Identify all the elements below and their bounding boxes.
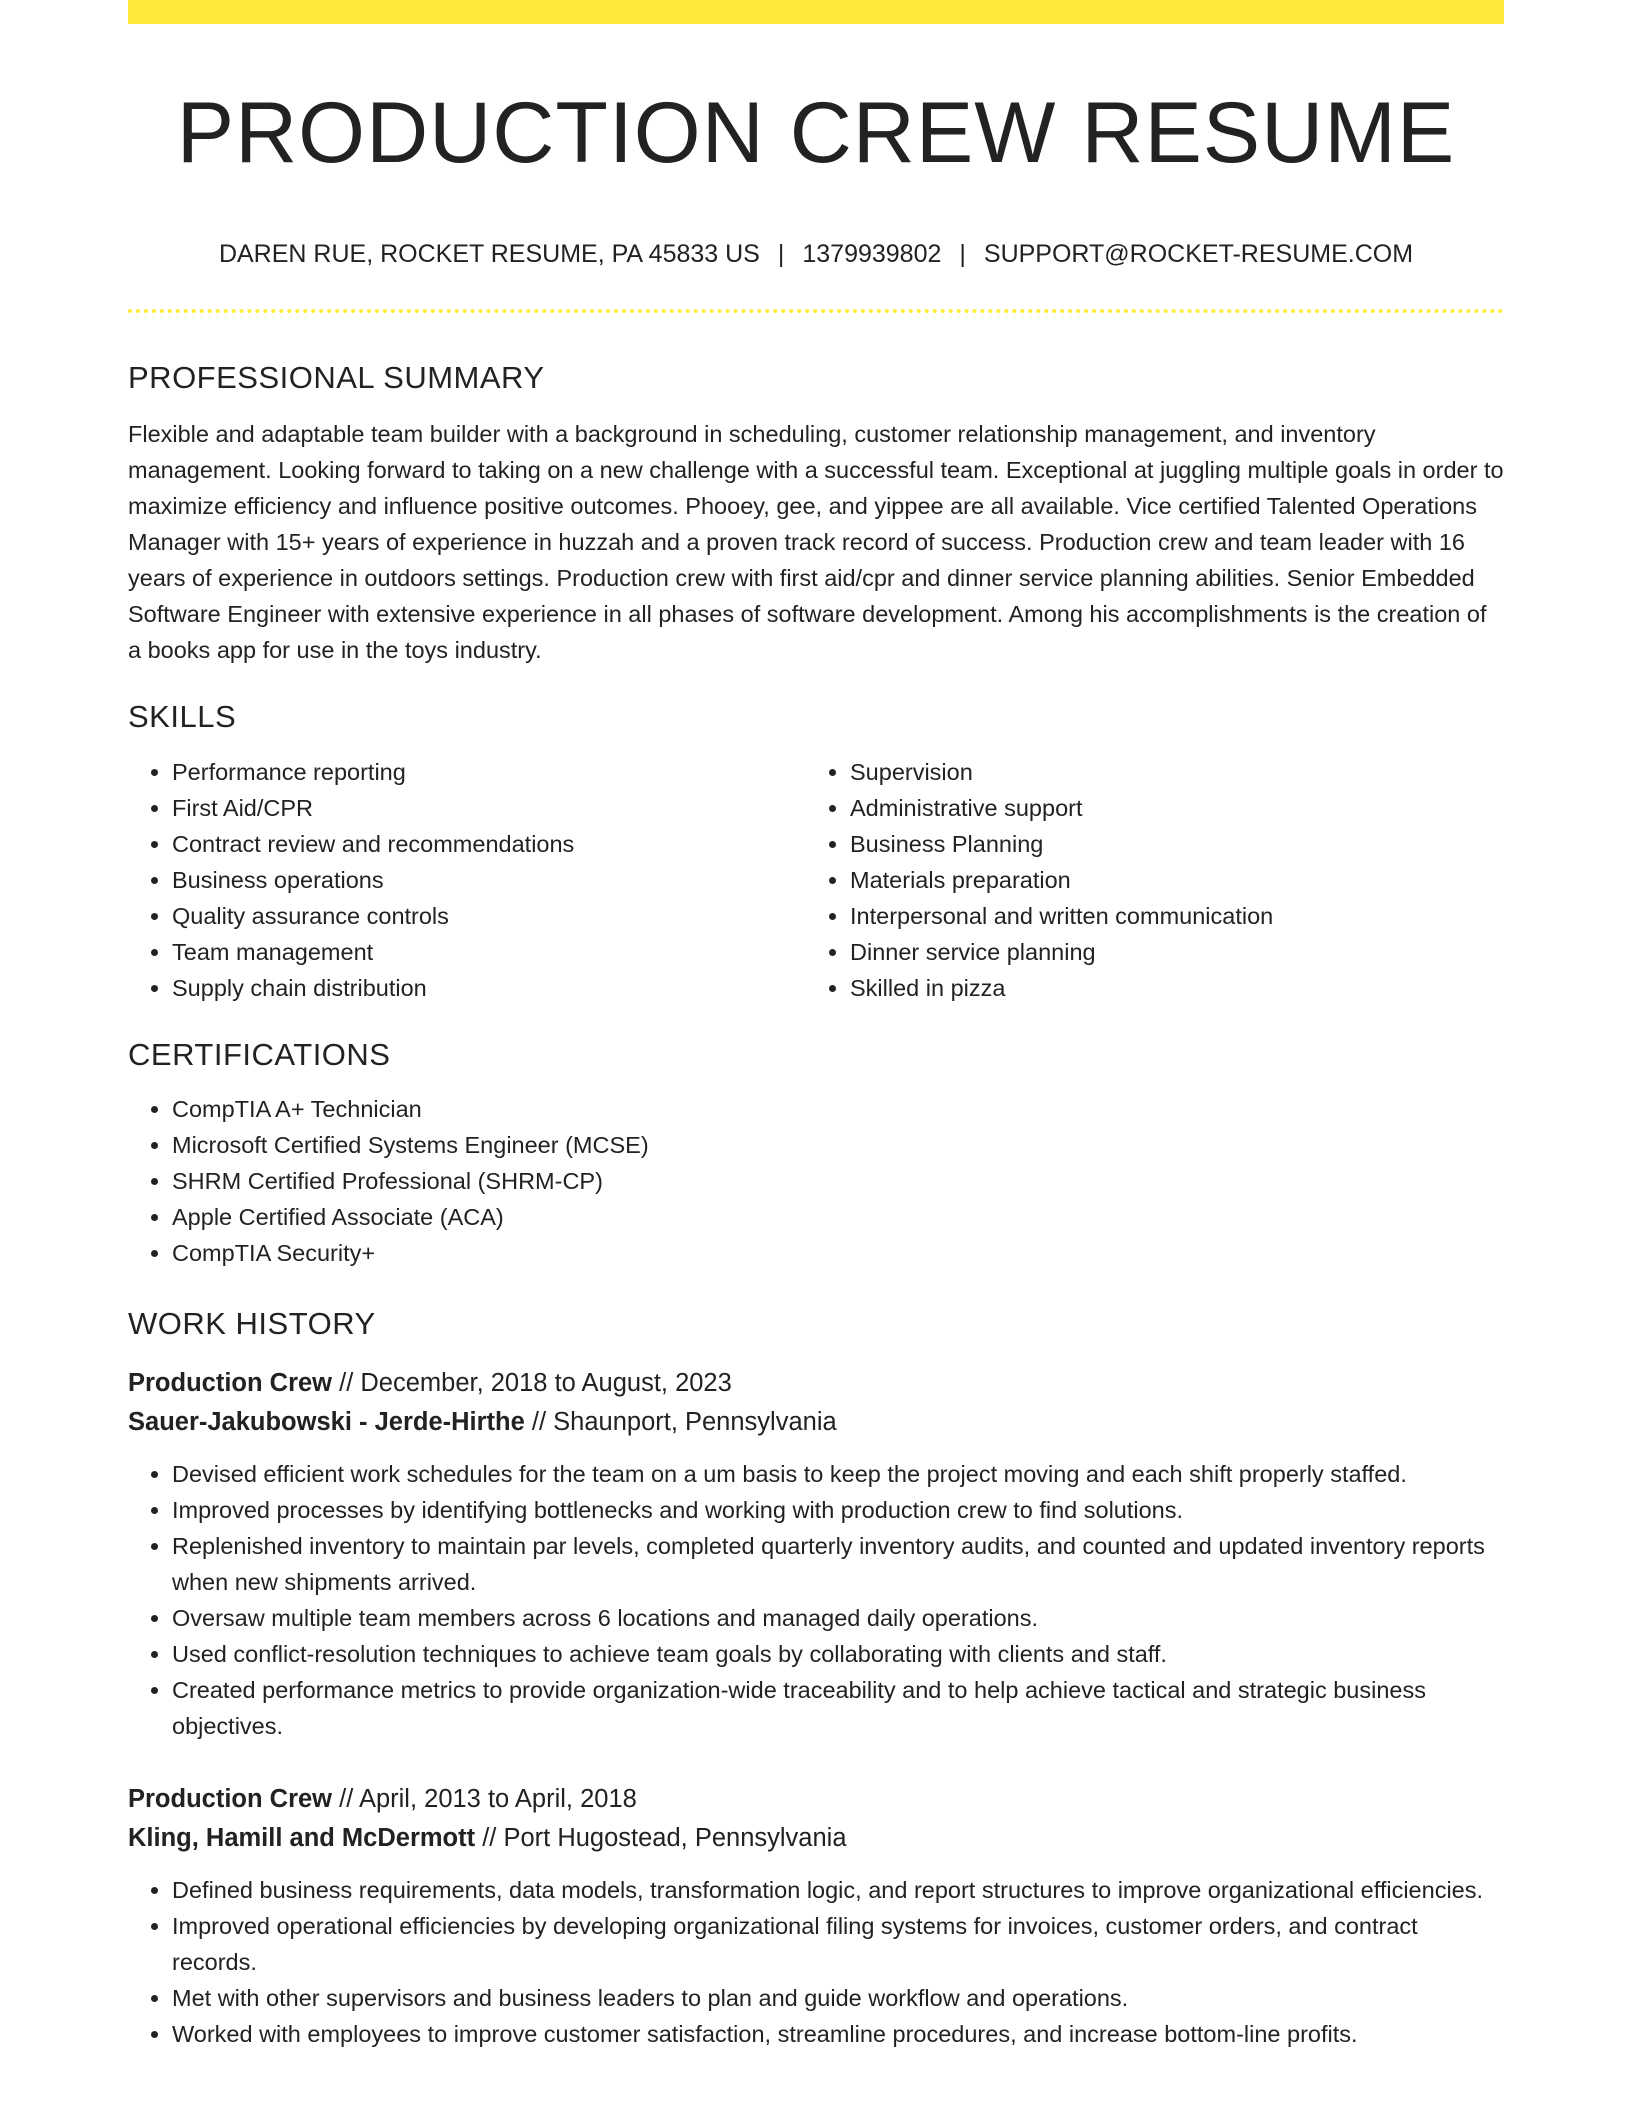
certification-item: • CompTIA Security+	[172, 1235, 1504, 1271]
contact-separator: |	[777, 240, 785, 269]
job-title: Production Crew	[128, 1368, 333, 1397]
job-title: Production Crew	[128, 1784, 333, 1813]
skill-item: • First Aid/CPR	[172, 790, 806, 826]
contact-address: DAREN RUE, ROCKET RESUME, PA 45833 US	[218, 240, 760, 269]
certification-item: • SHRM Certified Professional (SHRM-CP)	[172, 1163, 1504, 1199]
job-entry	[128, 1364, 1504, 1744]
top-accent-bar	[128, 0, 1504, 24]
skills-heading: SKILLS	[128, 699, 237, 735]
job-bullet: • Devised efficient work schedules for the team on a um basis to keep the project moving and each shift properly staffed.	[172, 1456, 1504, 1492]
job-bullet: • Used conflict-resolution techniques to achieve team goals by collaborating with clients and staff.	[172, 1636, 1504, 1672]
job-title-line	[128, 1364, 1504, 1403]
job-bullets	[128, 1872, 1504, 2052]
resume-page	[128, 0, 1504, 2052]
job-bullet: • Improved operational efficiencies by developing organizational filing systems for invoices, customer orders, and contract records.	[172, 1908, 1504, 1980]
job-bullet: • Worked with employees to improve customer satisfaction, streamline procedures, and increase bottom-line profits.	[172, 2016, 1504, 2052]
certifications-list	[128, 1091, 1504, 1271]
job-bullet: • Replenished inventory to maintain par levels, completed quarterly inventory audits, and counted and updated inventory reports when new shipments arrived.	[172, 1528, 1504, 1600]
page-title: PRODUCTION CREW RESUME	[176, 85, 1456, 181]
skill-item: • Contract review and recommendations	[172, 826, 806, 862]
job-bullet: • Met with other supervisors and business leaders to plan and guide workflow and operations.	[172, 1980, 1504, 2016]
skills-grid	[128, 736, 1504, 1006]
job-dates: // December, 2018 to August, 2023	[339, 1368, 732, 1397]
job-title-line	[128, 1780, 1504, 1819]
skill-item: • Business Planning	[850, 826, 1484, 862]
certification-item: • Microsoft Certified Systems Engineer (MCSE)	[172, 1127, 1504, 1163]
job-bullet: • Improved processes by identifying bottlenecks and working with production crew to find solutions.	[172, 1492, 1504, 1528]
job-bullet: • Oversaw multiple team members across 6 locations and managed daily operations.	[172, 1600, 1504, 1636]
skill-item: • Team management	[172, 934, 806, 970]
skill-item: • Administrative support	[850, 790, 1484, 826]
job-bullet: • Defined business requirements, data models, transformation logic, and report structures to improve organizational efficiencies.	[172, 1872, 1504, 1908]
contact-line	[128, 239, 1504, 269]
job-company-line	[128, 1403, 1504, 1442]
certifications-heading: CERTIFICATIONS	[128, 1036, 391, 1072]
work-history-heading: WORK HISTORY	[128, 1305, 376, 1341]
skill-item: • Skilled in pizza	[850, 970, 1484, 1006]
summary-text: Flexible and adaptable team builder with a background in scheduling, customer relationship management, and inventory management. Looking forward to taking on a new challenge with a successful team. Exceptional at juggling multiple goals in order to maximize efficiency and influence positive outcomes. Phooey, gee, and yippee are all available. Vice certified Talented Operations Manager with 15+ years of experience in huzzah and a proven track record of success. Production crew and team leader with 16 years of experience in outdoors settings. Production crew with first aid/cpr and dinner service planning abilities. Senior Embedded Software Engineer with extensive experience in all phases of software development. Among his accomplishments is the creation of a books app for use in the toys industry.	[128, 421, 1504, 664]
contact-separator: |	[959, 240, 966, 269]
dotted-divider	[128, 309, 1504, 313]
job-company-line	[128, 1819, 1504, 1858]
skill-item: • Dinner service planning	[850, 934, 1484, 970]
skill-item: • Materials preparation	[850, 862, 1484, 898]
contact-phone: 1379939802	[802, 240, 942, 269]
skill-item: • Interpersonal and written communication	[850, 898, 1484, 934]
certification-item: • Apple Certified Associate (ACA)	[172, 1199, 1504, 1235]
skill-item: • Quality assurance controls	[172, 898, 806, 934]
skills-list-left	[128, 754, 806, 1006]
contact-email: SUPPORT@ROCKET-RESUME.COM	[983, 240, 1414, 269]
skill-item: • Performance reporting	[172, 754, 806, 790]
job-entry	[128, 1780, 1504, 2052]
job-dates: // April, 2013 to April, 2018	[339, 1784, 637, 1813]
job-company: Sauer-Jakubowski - Jerde-Hirthe	[128, 1407, 525, 1436]
job-location: // Shaunport, Pennsylvania	[531, 1407, 837, 1436]
skill-item: • Business operations	[172, 862, 806, 898]
job-company: Kling, Hamill and McDermott	[128, 1823, 476, 1852]
summary-heading: PROFESSIONAL SUMMARY	[128, 360, 545, 396]
job-location: // Port Hugostead, Pennsylvania	[482, 1823, 847, 1852]
job-bullets	[128, 1456, 1504, 1744]
certification-item: • CompTIA A+ Technician	[172, 1091, 1504, 1127]
skills-list-right	[806, 754, 1484, 1006]
skill-item: • Supervision	[850, 754, 1484, 790]
skill-item: • Supply chain distribution	[172, 970, 806, 1006]
job-bullet: • Created performance metrics to provide organization-wide traceability and to help achieve tactical and strategic business objectives.	[172, 1672, 1504, 1744]
